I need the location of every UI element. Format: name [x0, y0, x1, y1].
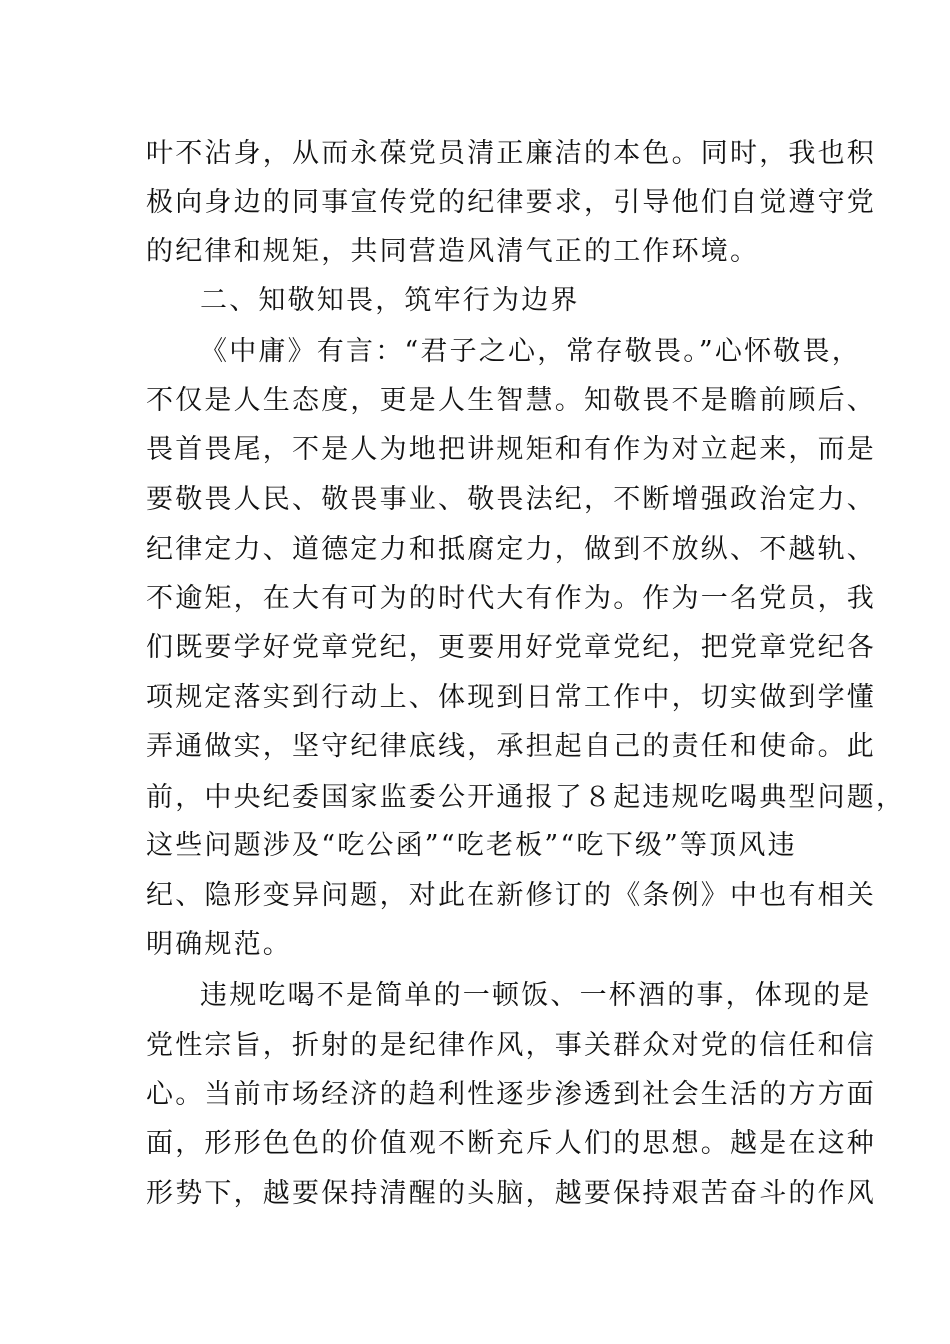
body-text-line: 纪、隐形变异问题，对此在新修订的《条例》中也有相关: [146, 880, 876, 911]
body-text-line: 叶不沾身，从而永葆党员清正廉洁的本色。同时，我也积: [146, 138, 876, 169]
body-text-line: 们既要学好党章党纪，更要用好党章党纪，把党章党纪各: [146, 632, 876, 663]
body-text-line: 畏首畏尾，不是人为地把讲规矩和有作为对立起来，而是: [146, 434, 876, 465]
body-text-line: 纪律定力、道德定力和抵腐定力，做到不放纵、不越轨、: [146, 534, 876, 565]
body-text-line: 弄通做实，坚守纪律底线，承担起自己的责任和使命。此: [146, 731, 876, 762]
body-text-line: 面，形形色色的价值观不断充斥人们的思想。越是在这种: [146, 1128, 876, 1159]
body-text-line: 极向身边的同事宣传党的纪律要求，引导他们自觉遵守党: [146, 187, 876, 218]
body-text-line: 违规吃喝不是简单的一顿饭、一杯酒的事，体现的是: [200, 980, 872, 1011]
body-text-line: 的纪律和规矩，共同营造风清气正的工作环境。: [146, 236, 760, 267]
body-text-line: 要敬畏人民、敬畏事业、敬畏法纪，不断增强政治定力、: [146, 484, 876, 515]
body-text-line: 《中庸》有言：“君子之心，常存敬畏。”心怀敬畏，: [200, 336, 861, 367]
body-text-line: 心。当前市场经济的趋利性逐步渗透到社会生活的方方面: [146, 1079, 876, 1110]
body-text-line: 项规定落实到行动上、体现到日常工作中，切实做到学懂: [146, 682, 876, 713]
body-text-line: 这些问题涉及“吃公函”“吃老板”“吃下级”等顶风违: [146, 830, 797, 861]
body-text-line: 党性宗旨，折射的是纪律作风，事关群众对党的信任和信: [146, 1030, 876, 1061]
body-text-line: 明确规范。: [146, 929, 292, 960]
body-text-line: 前，中央纪委国家监委公开通报了８起违规吃喝典型问题，: [146, 782, 906, 813]
body-text-line: 不逾矩，在大有可为的时代大有作为。作为一名党员，我: [146, 583, 876, 614]
body-text-line: 形势下，越要保持清醒的头脑，越要保持艰苦奋斗的作风: [146, 1178, 876, 1209]
section-heading: 二、知敬知畏，筑牢行为边界: [200, 285, 580, 316]
body-text-line: 不仅是人生态度，更是人生智慧。知敬畏不是瞻前顾后、: [146, 385, 876, 416]
